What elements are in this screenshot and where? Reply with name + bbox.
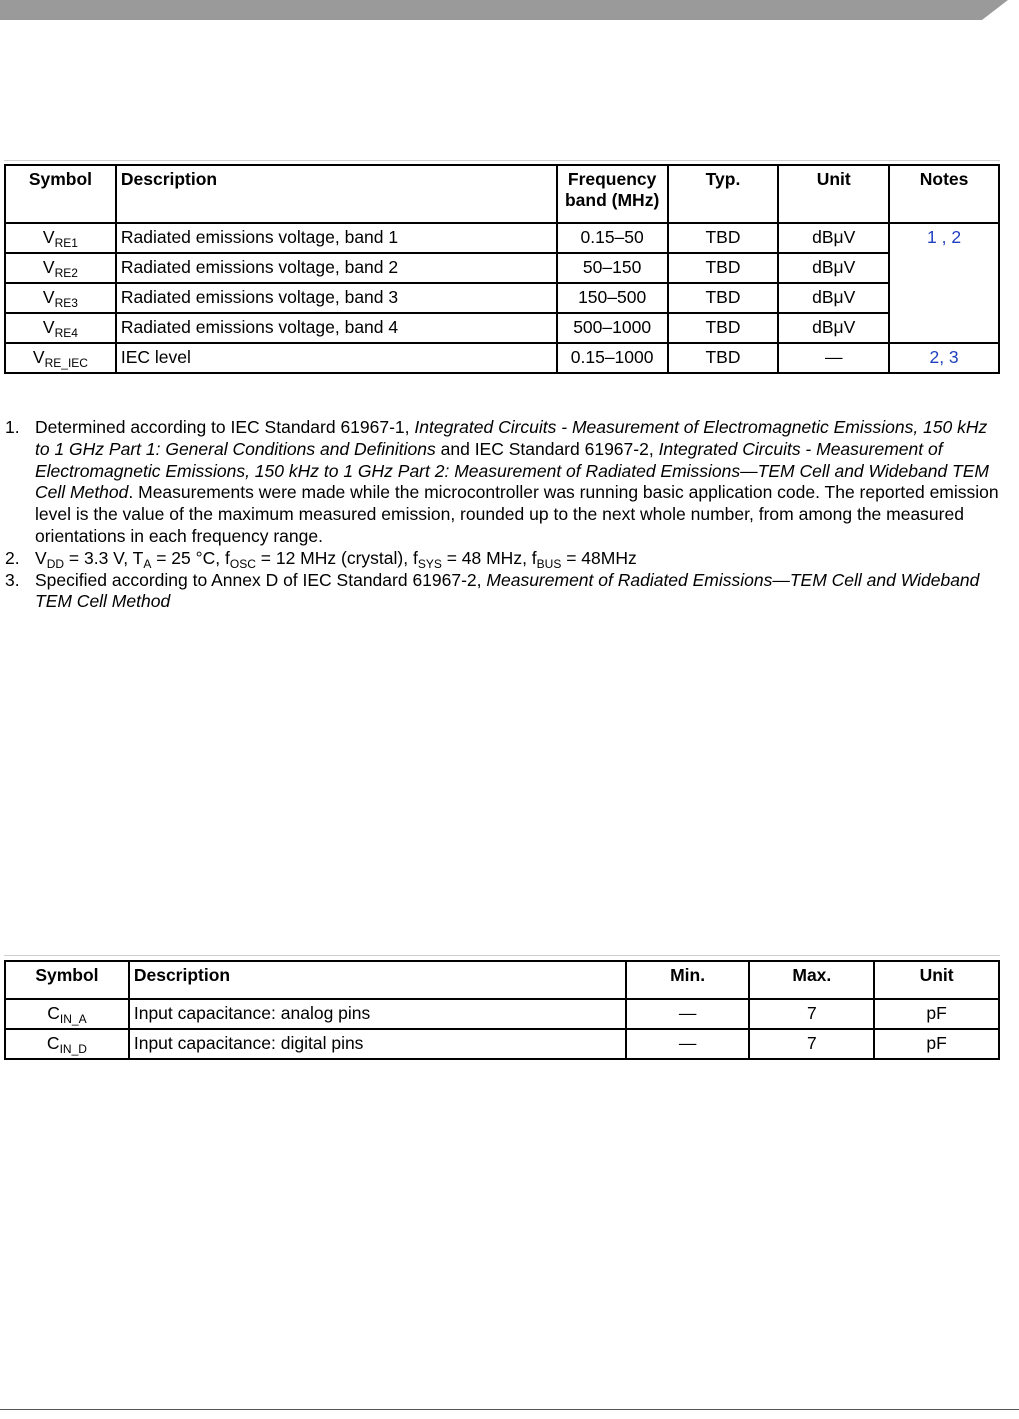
header-typ: Typ. [668, 165, 779, 223]
max-cell: 7 [749, 999, 874, 1029]
unit-cell: pF [874, 1029, 999, 1059]
header-notes: Notes [889, 165, 999, 223]
header-min: Min. [626, 961, 750, 999]
header-symbol: Symbol [5, 165, 116, 223]
header-bar [0, 0, 1019, 22]
table-header-row [5, 165, 999, 223]
header-description: Description [116, 165, 557, 223]
table-row [5, 343, 999, 373]
header-unit: Unit [778, 165, 889, 223]
frequency-cell: 50–150 [557, 253, 668, 283]
header-unit: Unit [874, 961, 999, 999]
note-link[interactable]: 1 , 2 [927, 227, 962, 247]
symbol-cell: $V_{RE2}$ [5, 253, 116, 283]
table-top-rule [4, 160, 1000, 161]
max-cell: 7 [749, 1029, 874, 1059]
table-row [5, 999, 999, 1029]
typ-cell: TBD [668, 283, 779, 313]
symbol-cell: $V_{RE\_IEC}$ [5, 343, 116, 373]
description-cell: Input capacitance: analog pins [129, 999, 626, 1029]
header-max: Max. [749, 961, 874, 999]
unit-cell: dBμV [778, 223, 889, 253]
frequency-cell: 0.15–50 [557, 223, 668, 253]
typ-cell: TBD [668, 223, 779, 253]
radiated-emissions-table [4, 164, 1000, 374]
note-3: 3. Specified according to Annex D of IEC Standard 61967-2, Measurement of Radiated Emissions—TEM Cell and Wideband TEM Cell Method [5, 569, 980, 612]
typ-cell: TBD [668, 253, 779, 283]
table-row [5, 313, 999, 343]
table-row [5, 223, 999, 253]
symbol-cell: $V_{RE4}$ [5, 313, 116, 343]
note-1: 1. Determined according to IEC Standard 61967-1, Integrated Circuits - Measurement of Electromagnetic Emissions, 150 kHz to 1 GHz Part 1: General Conditions and Definitions and IEC Standard 61967-2, Integrated Circuits - Measurement of Electromagnetic Emissions, 150 kHz to 1 GHz Part 2: Measurement of Radiated Emissions—TEM Cell and Wideband TEM Cell Method. Measurements were made while the microcontroller was running basic application code. The reported emission level is the value of the maximum measured emission, rounded up to the next whole number, from among the measured orientations in each frequency range. [5, 417, 999, 546]
header-frequency: Frequency band (MHz) [557, 165, 668, 223]
symbol-cell: $C_{IN\_D}$ [5, 1029, 129, 1059]
symbol-cell: $C_{IN\_A}$ [5, 999, 129, 1029]
table-row [5, 283, 999, 313]
description-cell: Radiated emissions voltage, band 3 [116, 283, 557, 313]
notes-cell [889, 223, 999, 343]
unit-cell: — [778, 343, 889, 373]
description-cell: Radiated emissions voltage, band 1 [116, 223, 557, 253]
table-row [5, 253, 999, 283]
notes-cell [889, 343, 999, 373]
header-description: Description [129, 961, 626, 999]
symbol-cell: $V_{RE1}$ [5, 223, 116, 253]
typ-cell: TBD [668, 313, 779, 343]
description-cell: Radiated emissions voltage, band 2 [116, 253, 557, 283]
note-link[interactable]: 2, 3 [929, 347, 959, 367]
note-2: 2. $V_{DD} = 3.3$ V, $T_A = 25$ °C, $f_{OSC} = 12$ MHz (crystal), $f_{SYS} = 48$ MHz, $f_{BUS} = 48MHz$ [5, 547, 637, 571]
table-top-rule [4, 955, 1000, 956]
footer-rule [0, 1409, 1019, 1410]
frequency-cell: 0.15–1000 [557, 343, 668, 373]
unit-cell: dBμV [778, 313, 889, 343]
description-cell: IEC level [116, 343, 557, 373]
table-notes [5, 417, 1005, 613]
symbol-cell: $V_{RE3}$ [5, 283, 116, 313]
header-symbol: Symbol [5, 961, 129, 999]
description-cell: Radiated emissions voltage, band 4 [116, 313, 557, 343]
unit-cell: pF [874, 999, 999, 1029]
capacitance-table [4, 960, 1000, 1060]
typ-cell: TBD [668, 343, 779, 373]
description-cell: Input capacitance: digital pins [129, 1029, 626, 1059]
min-cell: — [626, 999, 750, 1029]
frequency-cell: 150–500 [557, 283, 668, 313]
unit-cell: dBμV [778, 283, 889, 313]
table-header-row [5, 961, 999, 999]
table-row [5, 1029, 999, 1059]
unit-cell: dBμV [778, 253, 889, 283]
min-cell: — [626, 1029, 750, 1059]
frequency-cell: 500–1000 [557, 313, 668, 343]
